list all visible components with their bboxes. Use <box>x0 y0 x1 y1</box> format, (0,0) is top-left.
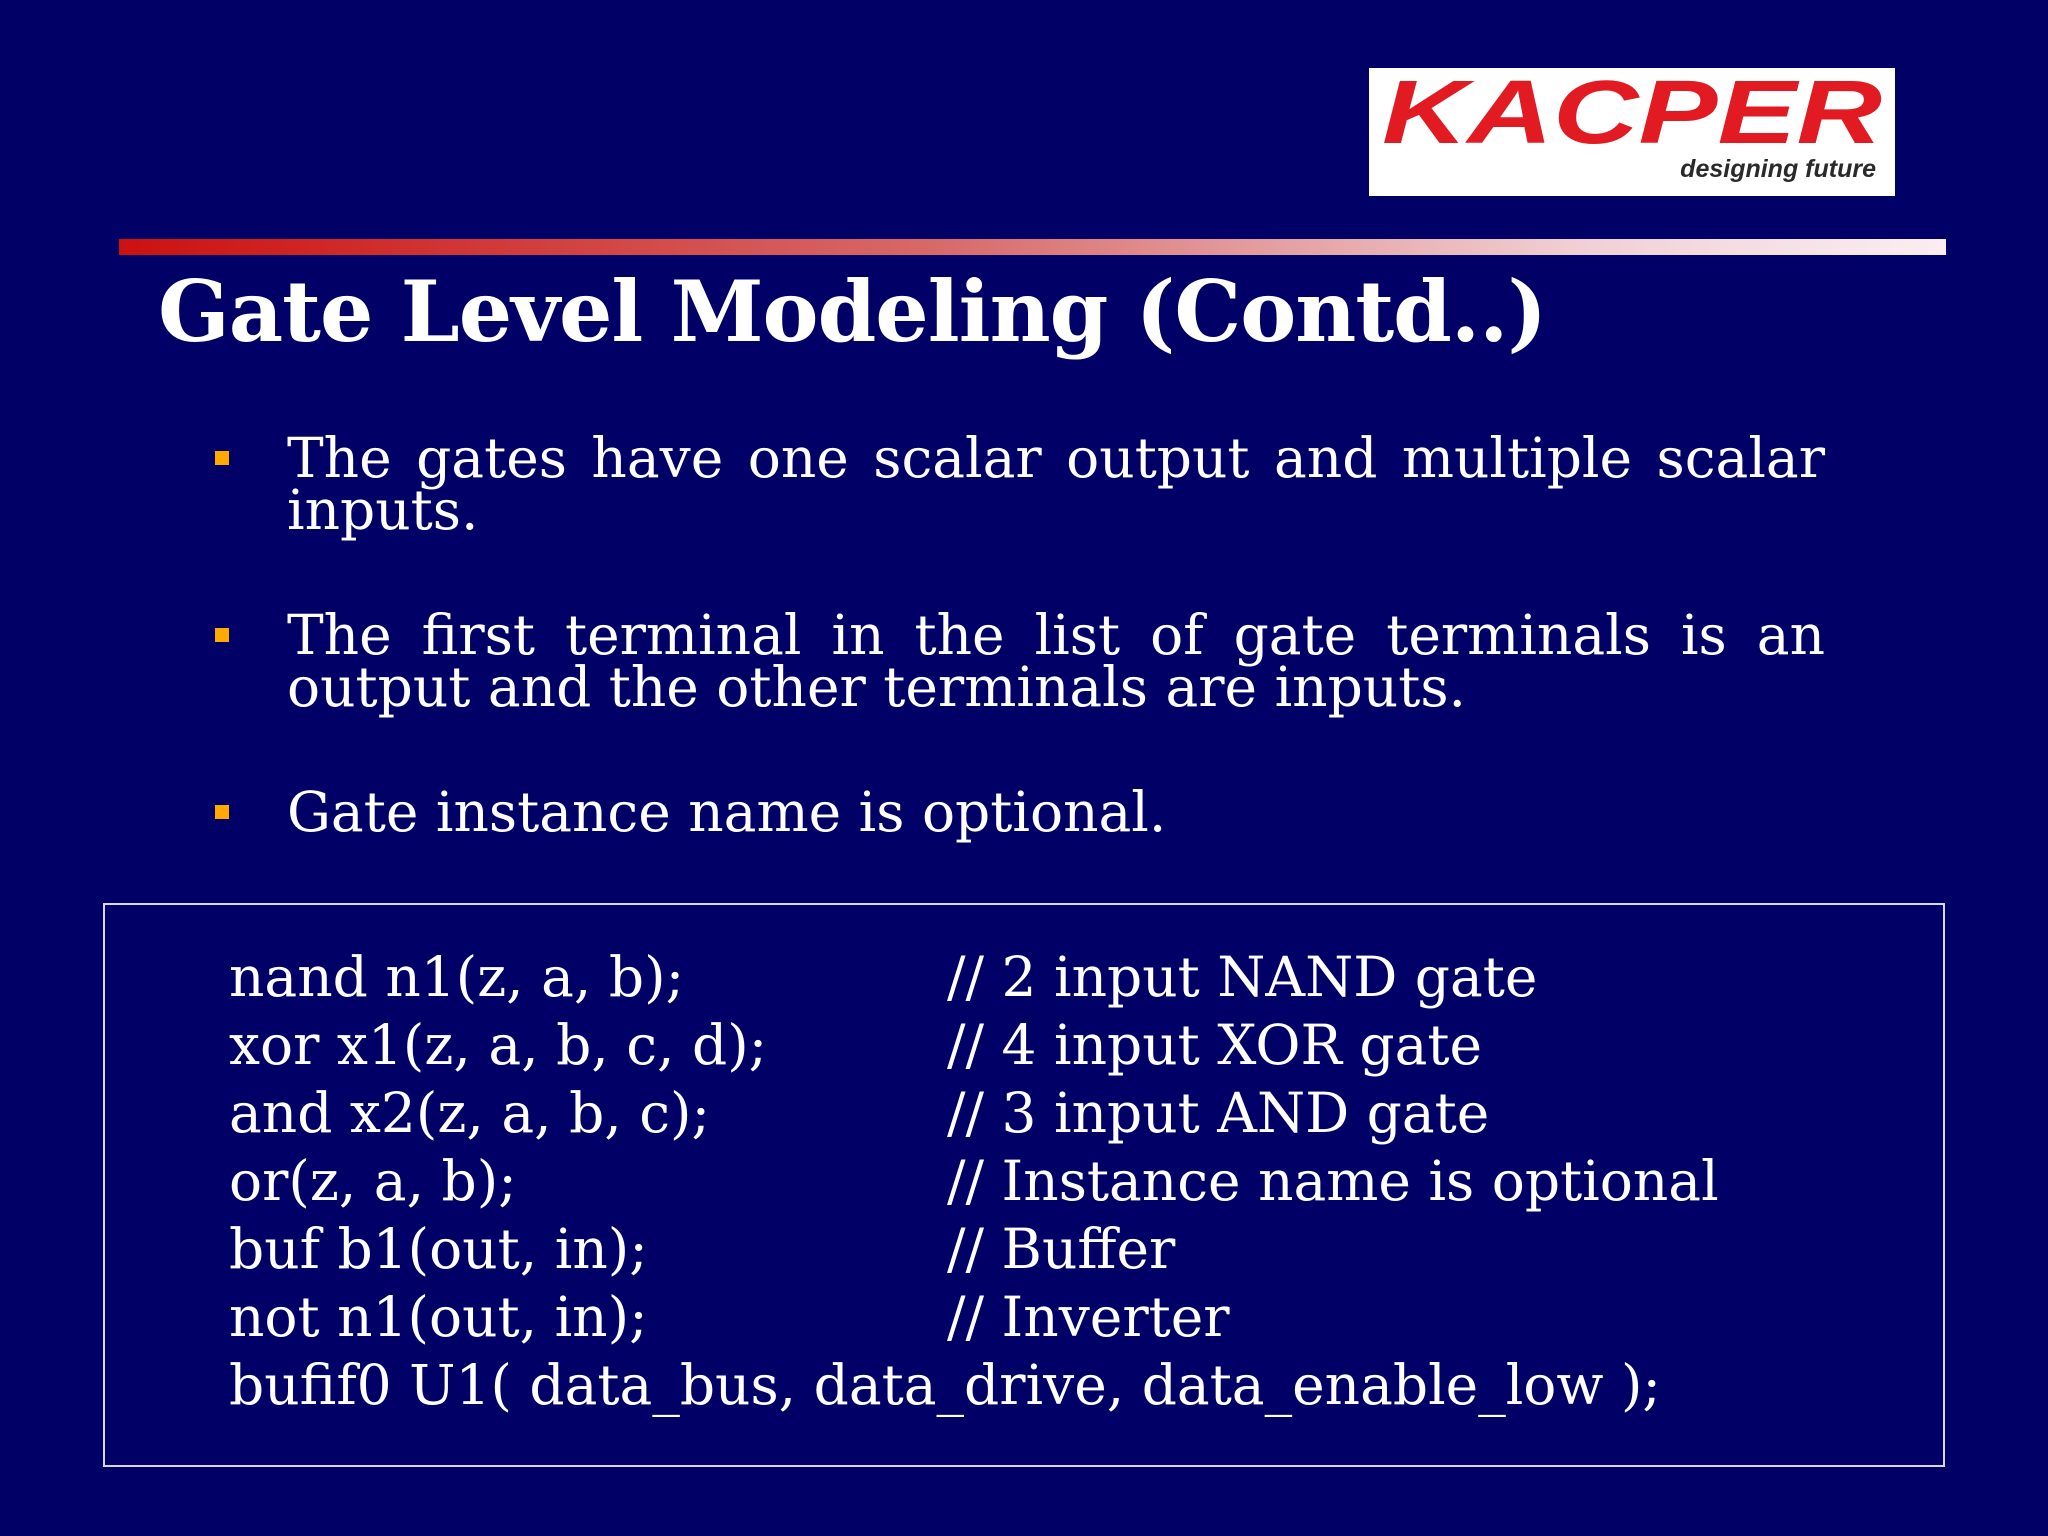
bullet-text: The first terminal in the list of gate terminals is an output and the other terminals are inputs. <box>287 603 1825 719</box>
bullet-square-icon <box>215 628 229 642</box>
logo-wordmark: KACPER <box>1382 68 1882 163</box>
code-statement: nand n1(z, a, b); <box>229 945 685 1009</box>
code-statement: buf b1(out, in); <box>229 1217 648 1281</box>
slide-title: Gate Level Modeling (Contd..) <box>158 262 1547 361</box>
bullet-square-icon <box>215 805 229 819</box>
code-comment: // Inverter <box>947 1285 1230 1349</box>
kacper-logo <box>1369 68 1895 196</box>
code-comment: // Buffer <box>947 1217 1176 1281</box>
logo-graphic <box>1369 68 1895 196</box>
bullet-item <box>287 780 1825 844</box>
code-statement: not n1(out, in); <box>229 1285 648 1349</box>
code-statement: xor x1(z, a, b, c, d); <box>229 1013 768 1077</box>
bullet-text: Gate instance name is optional. <box>287 780 1167 844</box>
bullet-text: The gates have one scalar output and multiple scalar inputs. <box>287 426 1825 542</box>
code-statement: and x2(z, a, b, c); <box>229 1081 711 1145</box>
code-statement: bufif0 U1( data_bus, data_drive, data_enable_low ); <box>229 1353 1661 1417</box>
code-comment: // 3 input AND gate <box>947 1081 1490 1145</box>
code-comment: // 4 input XOR gate <box>947 1013 1483 1077</box>
title-underline <box>119 239 1946 255</box>
bullet-item <box>287 426 1825 542</box>
code-comment: // Instance name is optional <box>947 1149 1719 1213</box>
bullet-square-icon <box>215 451 229 465</box>
code-comment: // 2 input NAND gate <box>947 945 1538 1009</box>
code-statement: or(z, a, b); <box>229 1149 517 1213</box>
logo-tagline: designing future <box>1680 155 1876 183</box>
code-example-box <box>103 903 1945 1467</box>
bullet-item <box>287 603 1825 719</box>
